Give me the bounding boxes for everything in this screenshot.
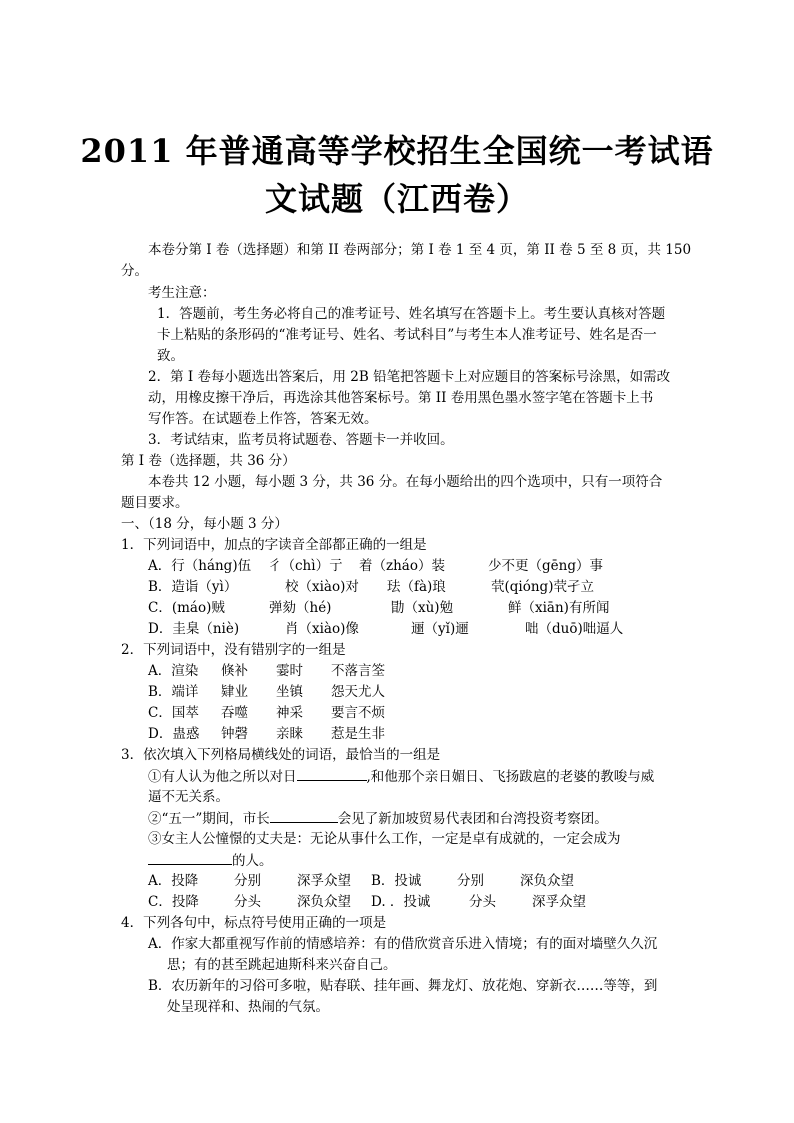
q1-c-3: 勖（xù)勉	[391, 600, 454, 616]
q3-s2-post: 会见了新加坡贸易代表团和台湾投资考察团。	[337, 811, 608, 827]
q2-a-2: 倏补	[221, 663, 248, 679]
q2-b-2: 肄业	[221, 684, 248, 700]
q3-stem: 3．依次填入下列格局横线处的词语，最恰当的一组是	[121, 747, 441, 763]
q3-blank-2	[270, 808, 338, 823]
q4-a-line1: A．作家大都重视写作前的情感培养：有的借欣赏音乐进入情境；有的面对墙壁久久沉	[148, 936, 658, 952]
q2-d-3: 亲睐	[276, 726, 303, 742]
q1-c-4: 鲜（xiān)有所闻	[508, 600, 610, 616]
q1-b-2: 校（xiào)对	[285, 579, 359, 595]
section1-desc-line2: 题目要求。	[121, 495, 189, 511]
q4-a-line2: 思；有的甚至跳起迪斯科来兴奋自己。	[167, 957, 397, 973]
q1-c-2: 弹劾（hé)	[269, 600, 332, 616]
q4-b-line2: 处呈现祥和、热闹的气氛。	[167, 999, 329, 1015]
q2-c-4: 要言不烦	[331, 705, 385, 721]
q2-c-2: 吞噬	[221, 705, 248, 721]
q3-cd-6: 深孚众望	[532, 894, 586, 910]
notice-item1-line3: 致。	[157, 348, 184, 364]
title-line-1: 2011 年普通高等学校招生全国统一考试语	[80, 132, 714, 170]
q1-d-2: 肖（xiào)像	[285, 621, 359, 637]
q3-cd-2: 分头	[234, 894, 261, 910]
q3-s1-pre: ①有人认为他之所以对日	[148, 769, 297, 785]
q1-a-2: 彳（chì）亍	[268, 558, 343, 574]
q3-ab-6: 深负众望	[520, 873, 574, 889]
q1-b-1: B．造诣（yì）	[148, 579, 238, 595]
notice-item2-line1: 2．第 I 卷每小题选出答案后，用 2B 铅笔把答题卡上对应题目的答案标号涂黑，如需改	[148, 369, 671, 385]
notice-item1-line1: 1．答题前，考生务必将自己的准考证号、姓名填写在答题卡上。考生要认真核对答题	[157, 306, 666, 322]
q3-cd-1: C．投降	[148, 894, 199, 910]
q3-cd-3: 深负众望	[297, 894, 351, 910]
part1-heading: 一、（18 分，每小题 3 分）	[121, 516, 288, 532]
q2-c-1: C．国萃	[148, 705, 199, 721]
q2-d-1: D．蛊惑	[148, 726, 200, 742]
section1-heading: 第 I 卷（选择题，共 36 分）	[121, 453, 296, 469]
q2-c-3: 神采	[276, 705, 303, 721]
q3-ab-2: 分别	[234, 873, 261, 889]
section1-desc-line1: 本卷共 12 小题，每小题 3 分，共 36 分。在每小题给出的四个选项中，只有一项符合	[148, 474, 663, 490]
q3-sentence1-line2: 逼不无关系。	[148, 789, 229, 805]
q2-a-3: 霎时	[276, 663, 303, 679]
q3-cd-5: 分头	[469, 894, 496, 910]
q3-blank-3	[148, 850, 232, 865]
q2-b-3: 坐镇	[276, 684, 303, 700]
q4-b-line1: B．农历新年的习俗可多啦，贴春联、挂年画、舞龙灯、放花炮、穿新衣……等等，到	[148, 978, 658, 994]
intro-line-1: 本卷分第 I 卷（选择题）和第 II 卷两部分；第 I 卷 1 至 4 页，第 II 卷 5 至 8 页，共 150	[148, 242, 692, 258]
q1-b-4: 茕(qióng)茕孑立	[491, 579, 594, 595]
notice-item2-line2: 动，用橡皮擦干净后，再选涂其他答案标号。第 II 卷用黑色墨水签字笔在答题卡上书	[148, 390, 654, 406]
q1-b-3: 珐（fà)琅	[387, 579, 446, 595]
q1-d-3: 逦（yǐ)逦	[411, 621, 469, 637]
q3-ab-5: 分别	[457, 873, 484, 889]
q1-d-1: D．圭臬（niè)	[148, 621, 240, 637]
notice-item3: 3．考试结束，监考员将试题卷、答题卡一并收回。	[148, 432, 454, 448]
q4-stem: 4．下列各句中，标点符号使用正确的一项是	[121, 915, 387, 931]
q2-a-4: 不落言筌	[331, 663, 385, 679]
notice-heading: 考生注意：	[148, 285, 216, 301]
q1-d-4: 咄（duō)咄逼人	[525, 621, 624, 637]
q2-b-4: 怨天尤人	[331, 684, 385, 700]
notice-item1-line2: 卡上粘贴的条形码的“准考证号、姓名、考试科目”与考生本人准考证号、姓名是否一	[157, 327, 657, 343]
q3-blank-1	[297, 766, 367, 781]
q3-sentence3-line2	[148, 850, 273, 871]
q2-d-2: 钟磬	[221, 726, 248, 742]
intro-line-2: 分。	[121, 263, 148, 279]
q3-cd-4: D. ．投诚	[371, 894, 431, 910]
q2-a-1: A．渲染	[148, 663, 199, 679]
q2-b-1: B．端详	[148, 684, 199, 700]
q3-s1-post: ,和他那个亲日媚日、飞扬跋扈的老婆的教唆与威	[366, 769, 655, 785]
q3-sentence2	[148, 808, 608, 829]
q1-a-1: A．行（háng)伍	[148, 558, 252, 574]
q2-stem: 2．下列词语中，没有错别字的一组是	[121, 642, 346, 658]
q3-sentence1-line1	[148, 766, 654, 787]
q3-ab-1: A．投降	[148, 873, 199, 889]
title-line-2: 文试题（江西卷）	[264, 180, 529, 218]
notice-item2-line3: 写作答。在试题卷上作答，答案无效。	[148, 411, 378, 427]
q1-c-1: C．(máo)贼	[148, 600, 225, 616]
q3-s3-post: 的人。	[232, 853, 273, 869]
q3-s2-pre: ②“五一”期间，市长	[148, 811, 270, 827]
q1-a-4: 少不更（gēng）事	[488, 558, 603, 574]
q1-stem: 1．下列词语中，加点的字读音全部都正确的一组是	[121, 537, 427, 553]
q3-ab-4: B．投诚	[371, 873, 422, 889]
q3-sentence3-line1: ③女主人公憧憬的丈夫是：无论从事什么工作，一定是卓有成就的，一定会成为	[148, 831, 621, 847]
q2-d-4: 惹是生非	[331, 726, 385, 742]
q1-a-3: 着（zháo）装	[359, 558, 445, 574]
q3-ab-3: 深孚众望	[297, 873, 351, 889]
